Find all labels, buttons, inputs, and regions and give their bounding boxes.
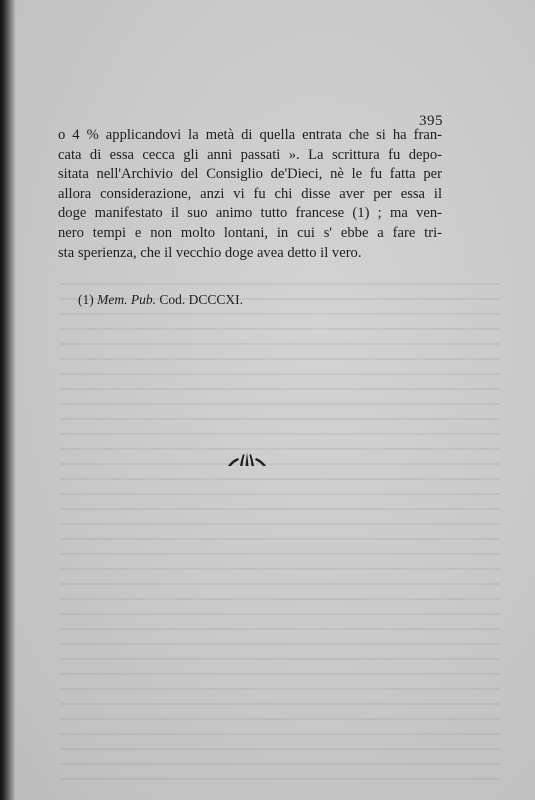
- book-spine-shadow: [0, 0, 16, 800]
- text-line: o 4 % applicandovi la metà di quella entrata che si ha fran-: [58, 127, 442, 143]
- text-line: nero tempi e non molto lontani, in cui s' ebbe a fare tri-: [58, 224, 442, 241]
- text-line: cata di essa cecca gli anni passati ». La scrittura fu depo-: [58, 146, 442, 163]
- text-line: sitata nell'Archivio del Consiglio de'Dieci, nè le fu fatta per: [58, 166, 442, 183]
- text-line: allora considerazione, anzi vi fu chi disse aver per essa il: [58, 185, 442, 202]
- footnote-source: Mem. Pub.: [97, 292, 156, 307]
- text-line: sta sperienza, che il vecchio doge avea detto il vero.: [58, 244, 362, 261]
- text-line: doge manifestato il suo animo tutto francese (1) ; ma ven-: [58, 205, 442, 222]
- fleuron-ornament-icon: [226, 450, 268, 468]
- footnote-reference: Cod. DCCCXI.: [159, 292, 243, 307]
- footnote-marker: (1): [78, 292, 94, 307]
- page-number: 395: [419, 113, 443, 129]
- show-through-text: [60, 270, 500, 790]
- footnote: [78, 292, 243, 308]
- body-paragraph: [58, 126, 442, 263]
